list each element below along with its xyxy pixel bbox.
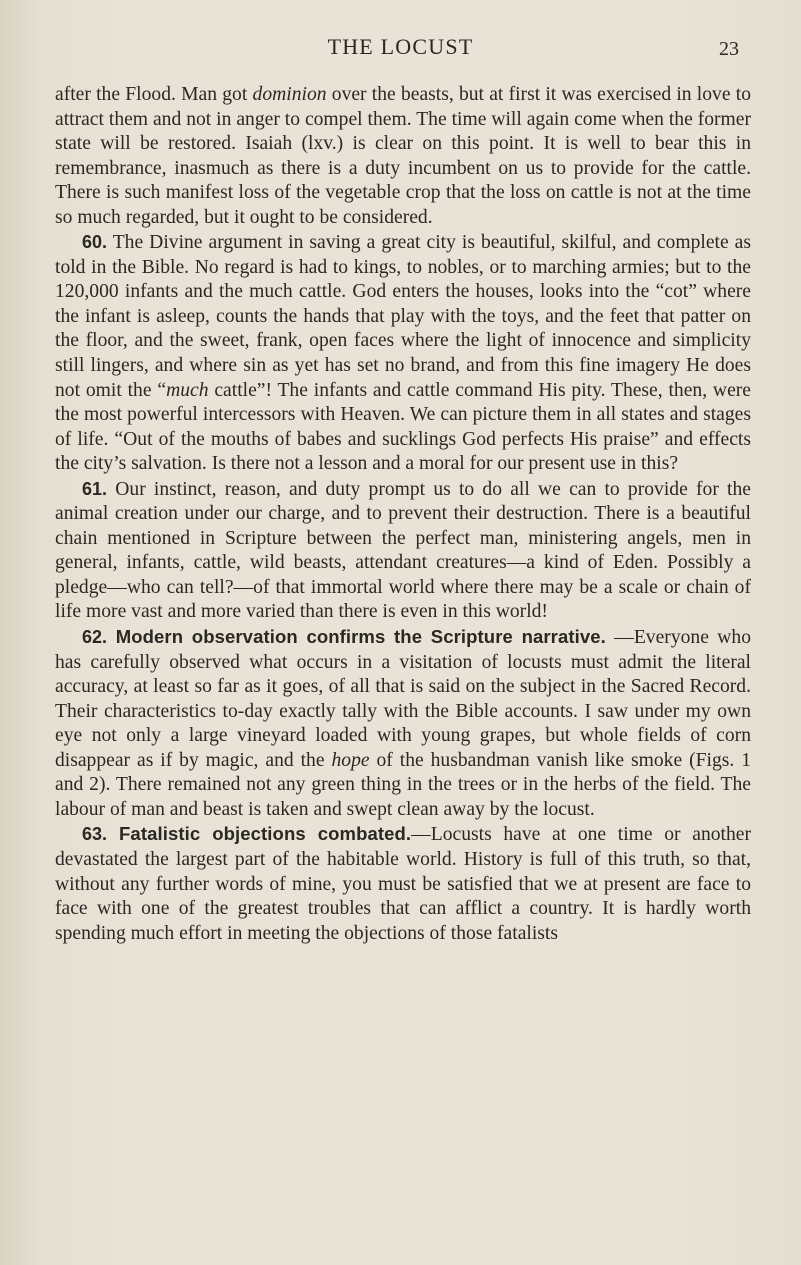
- body-text: [55, 83, 751, 946]
- text-run: The Divine argument in saving a great city is beautiful, skilful, and complete as told in the Bible. No regard is had to kings, to nobles, or to marching armies; but to the 120,000 infants and the much cattle. God enters the houses, looks into the “cot” where the infant is asleep, counts the hands that play with the toys, and the feet that patter on the floor, and the sweet, frank, open faces where the light of innocence and simplicity still lingers, and where sin as yet has set no brand, and from this fine imagery He does not omit the “: [55, 232, 751, 401]
- paragraph-number: 61.: [82, 478, 108, 499]
- text-run: over the beasts, but at first it was exercised in love to attract them and not in anger to compel them. The time will again come when the former state will be restored. Isaiah (lxv.) is clear on this point. It is well to bear this in remembrance, inasmuch as there is a duty incumbent on us to provide for the cattle. There is such manifest loss of the vegetable crop that the loss on cattle is not at the time so much regarded, but it ought to be considered.: [55, 84, 752, 228]
- text-run: —Everyone who has carefully observed what occurs in a visitation of locusts must admit the literal accuracy, at least so far as it goes, of all that is said on the subject in the Sacred Record. Their characteristics to-day exactly tally with the Bible accounts. I saw under my own eye not only a large vineyard loaded with young grapes, but whole fields of corn disappear as if by magic, and the: [55, 627, 751, 771]
- text-run: after the Flood. Man got: [55, 84, 253, 105]
- paragraph-60: [55, 230, 751, 476]
- text-run: —Locusts have at one time or another devastated the largest part of the habitable world. History is full of this truth, so that, without any further words of mine, you must be satisfied that we at present are face to face with one of the greatest troubles that can afflict a country. It is hardly worth spending much effort in meeting the objections of those fatalists: [55, 824, 751, 944]
- paragraph-63: [55, 822, 751, 946]
- italic-text: hope: [331, 749, 370, 771]
- page-number: 23: [719, 38, 739, 60]
- paragraph-62: [55, 625, 751, 822]
- paragraph-number: 63.: [82, 824, 108, 845]
- page-header: [0, 34, 801, 64]
- section-heading: Modern observation confirms the Scripture narrative.: [107, 626, 606, 648]
- section-heading: Fatalistic objections combated.: [107, 823, 412, 845]
- paragraph-number: 62.: [82, 627, 108, 648]
- paragraph-61: [55, 477, 751, 625]
- paragraph-number: 60.: [82, 232, 108, 253]
- italic-text: much: [166, 379, 209, 401]
- running-title: THE LOCUST: [327, 34, 474, 59]
- paragraph-continued: [55, 83, 751, 230]
- text-run: of the husbandman vanish like smoke (Figs. 1 and 2). There remained not any green thing in the trees or in the herbs of the field. The labour of man and beast is taken and swept clean away by the locust.: [55, 749, 751, 820]
- text-run: cattle”! The infants and cattle command His pity. These, then, were the most powerful intercessors with Heaven. We can picture them in all states and stages of life. “Out of the mouths of babes and sucklings God perfects His praise” and effects the city’s salvation. Is there not a lesson and a moral for our present use in this?: [55, 379, 752, 475]
- text-run: Our instinct, reason, and duty prompt us to do all we can to provide for the animal creation under our charge, and to prevent their destruction. There is a beautiful chain mentioned in Scripture between the perfect man, ministering angels, men in general, infants, cattle, wild beasts, attendant creatures—a kind of Eden. Possibly a pledge—who can tell?—of that immortal world where there may be a scale or chain of life more vast and more varied than there is even in this world!: [55, 478, 751, 623]
- italic-text: dominion: [252, 84, 327, 105]
